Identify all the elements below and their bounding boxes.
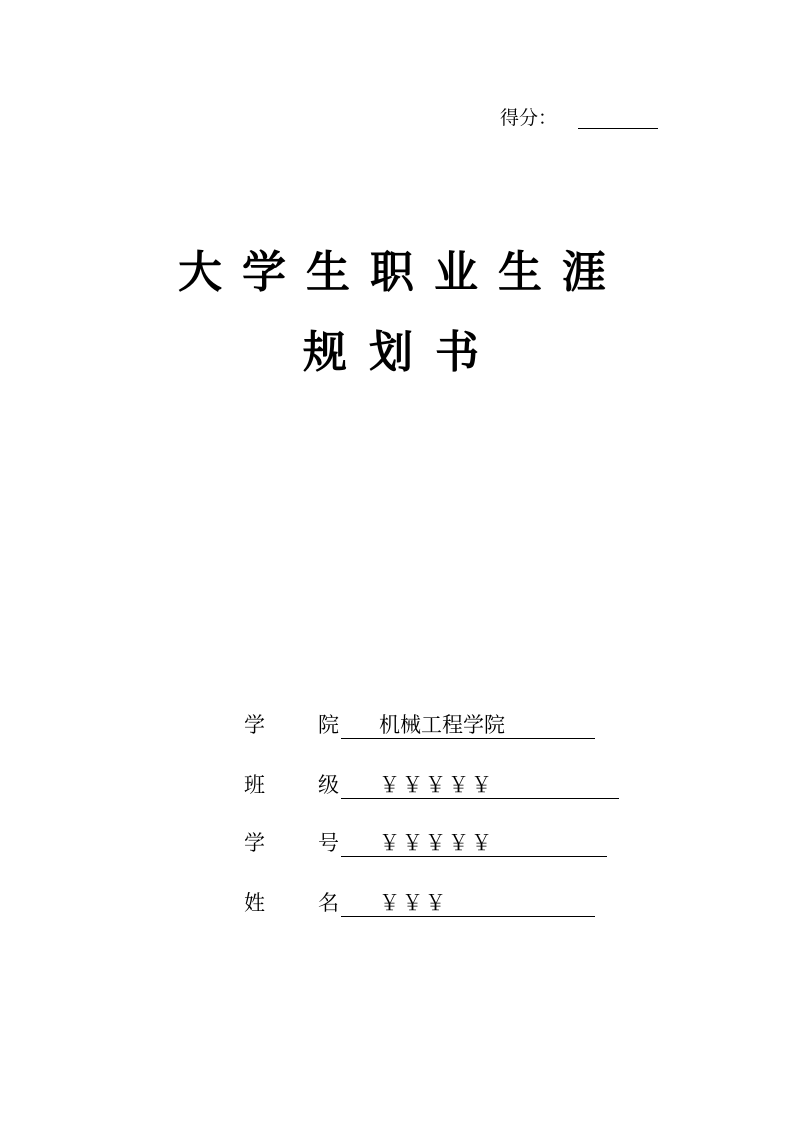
- info-row-student-id: [0, 827, 800, 859]
- college-value: 机械工程学院: [341, 709, 595, 739]
- info-row-name: [0, 887, 800, 919]
- title-line-1: 大学生职业生涯: [178, 247, 626, 298]
- college-label-char-2: 院: [318, 713, 339, 737]
- name-value: ￥￥￥: [341, 887, 595, 917]
- class-label-char-1: 班: [244, 773, 265, 797]
- name-label-char-2: 名: [318, 891, 339, 915]
- name-label-char-1: 姓: [244, 891, 265, 915]
- info-row-college: [0, 709, 800, 741]
- info-row-class: [0, 769, 800, 801]
- college-label-char-1: 学: [244, 713, 265, 737]
- class-label-char-2: 级: [318, 773, 339, 797]
- student-id-label-char-2: 号: [318, 831, 339, 855]
- title-line-2: 规划书: [303, 327, 501, 378]
- class-value: ￥￥￥￥￥: [341, 769, 619, 799]
- student-id-label-char-1: 学: [244, 831, 265, 855]
- student-id-value: ￥￥￥￥￥: [341, 827, 607, 857]
- score-blank-line: [578, 128, 658, 129]
- score-label: 得分：: [500, 107, 558, 129]
